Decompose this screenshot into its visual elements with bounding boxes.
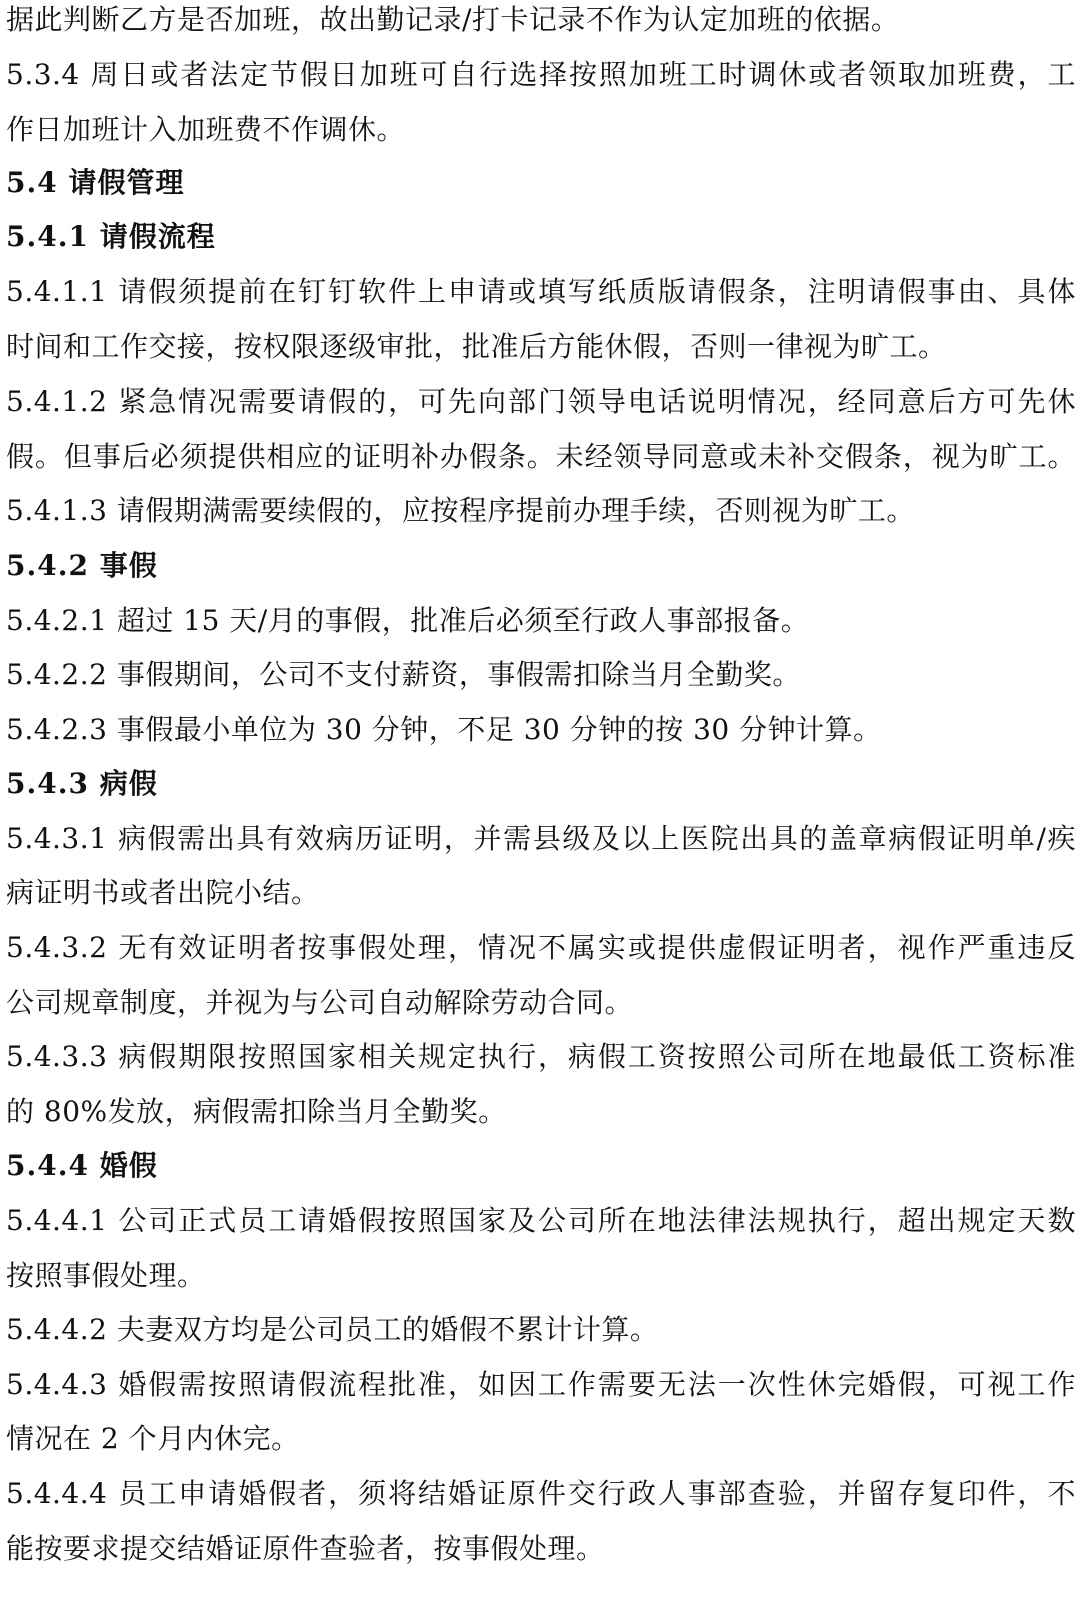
text-line: 时间和工作交接，按权限逐级审批，批准后方能休假，否则一律视为旷工。 bbox=[6, 330, 947, 363]
text-line: 据此判断乙方是否加班，故出勤记录/打卡记录不作为认定加班的依据。 bbox=[6, 3, 900, 36]
text-line: 假。但事后必须提供相应的证明补办假条。未经领导同意或未补交假条，视为旷工。 bbox=[6, 440, 1076, 473]
text-line: 5.4.1.1 请假须提前在钉钉软件上申请或填写纸质版请假条，注明请假事由、具体 bbox=[6, 275, 1076, 308]
text-line: 5.4.2.1 超过 15 天/月的事假，批准后必须至行政人事部报备。 bbox=[6, 604, 810, 637]
text-line: 5.4.2.2 事假期间，公司不支付薪资，事假需扣除当月全勤奖。 bbox=[6, 658, 801, 691]
text-line: 5.4.4.1 公司正式员工请婚假按照国家及公司所在地法律法规执行，超出规定天数 bbox=[6, 1204, 1076, 1237]
text-line: 5.4.3.1 病假需出具有效病历证明，并需县级及以上医院出具的盖章病假证明单/疾 bbox=[6, 822, 1076, 855]
section-heading: 5.4.4 婚假 bbox=[6, 1149, 158, 1182]
text-line: 5.4.1.2 紧急情况需要请假的，可先向部门领导电话说明情况，经同意后方可先休 bbox=[6, 385, 1076, 418]
text-line: 病证明书或者出院小结。 bbox=[6, 876, 320, 909]
text-line: 能按要求提交结婚证原件查验者，按事假处理。 bbox=[6, 1532, 605, 1565]
section-heading: 5.4.2 事假 bbox=[6, 549, 158, 582]
text-line: 5.4.4.4 员工申请婚假者，须将结婚证原件交行政人事部查验，并留存复印件，不 bbox=[6, 1477, 1076, 1510]
section-heading: 5.4 请假管理 bbox=[6, 166, 185, 199]
text-line: 5.4.4.3 婚假需按照请假流程批准，如因工作需要无法一次性休完婚假，可视工作 bbox=[6, 1368, 1076, 1401]
text-line: 5.4.2.3 事假最小单位为 30 分钟，不足 30 分钟的按 30 分钟计算。 bbox=[6, 713, 882, 746]
text-line: 5.4.3.2 无有效证明者按事假处理，情况不属实或提供虚假证明者，视作严重违反 bbox=[6, 931, 1076, 964]
text-line: 按照事假处理。 bbox=[6, 1259, 206, 1292]
text-line: 5.4.4.2 夫妻双方均是公司员工的婚假不累计计算。 bbox=[6, 1313, 659, 1346]
text-line: 作日加班计入加班费不作调休。 bbox=[6, 113, 406, 146]
section-heading: 5.4.1 请假流程 bbox=[6, 220, 216, 253]
text-line: 的 80%发放，病假需扣除当月全勤奖。 bbox=[6, 1095, 507, 1128]
text-line: 情况在 2 个月内休完。 bbox=[6, 1422, 300, 1455]
text-line: 5.4.1.3 请假期满需要续假的，应按程序提前办理手续，否则视为旷工。 bbox=[6, 494, 915, 527]
section-heading: 5.4.3 病假 bbox=[6, 767, 158, 800]
text-line: 5.4.3.3 病假期限按照国家相关规定执行，病假工资按照公司所在地最低工资标准 bbox=[6, 1040, 1076, 1073]
text-line: 公司规章制度，并视为与公司自动解除劳动合同。 bbox=[6, 986, 634, 1019]
text-line: 5.3.4 周日或者法定节假日加班可自行选择按照加班工时调休或者领取加班费，工 bbox=[6, 58, 1076, 91]
